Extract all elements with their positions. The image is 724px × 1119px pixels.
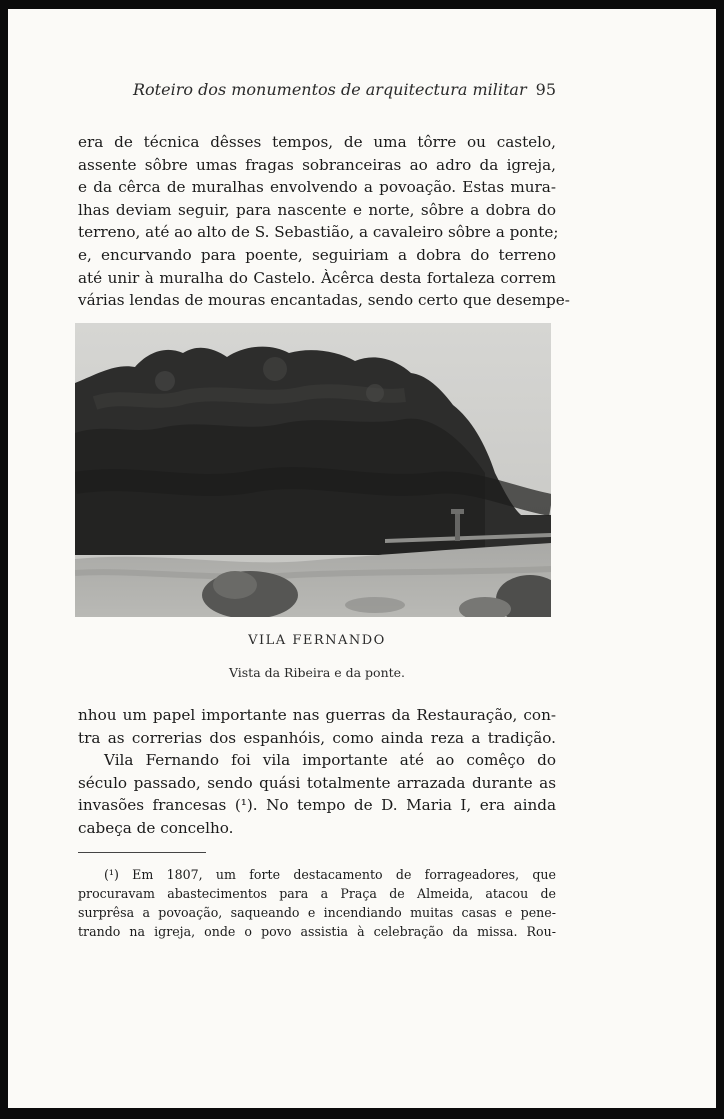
page-header xyxy=(78,80,556,104)
text-line: e da cêrca de muralhas envolvendo a povoação. Estas mura- xyxy=(78,178,556,197)
text-line: cabeça de concelho. xyxy=(78,818,234,837)
figure-title: VILA FERNANDO xyxy=(248,633,386,648)
text-line: até unir à muralha do Castelo. Àcêrca desta fortaleza correm xyxy=(78,268,556,287)
text-line: terreno, até ao alto de S. Sebastião, a cavaleiro sôbre a ponte; xyxy=(78,223,559,242)
footnote-line: surprêsa a povoação, saqueando e incendiando muitas casas e pene- xyxy=(78,905,556,920)
text-line: invasões francesas (¹). No tempo de D. Maria I, era ainda xyxy=(78,796,556,815)
text-line: assente sôbre umas fragas sobranceiras ao adro da igreja, xyxy=(78,155,556,174)
text-line: e, encurvando para poente, seguiriam a dobra do terreno xyxy=(78,245,556,264)
text-line: Vila Fernando foi vila importante até ao comêço do xyxy=(104,751,556,770)
landscape-photo xyxy=(75,323,551,617)
text-line: lhas deviam seguir, para nascente e norte, sôbre a dobra do xyxy=(78,200,556,219)
page-number: 95 xyxy=(535,80,556,99)
text-line: tra as correrias dos espanhóis, como ainda reza a tradição. xyxy=(78,728,556,747)
text-line: era de técnica dêsses tempos, de uma tôrre ou castelo, xyxy=(78,133,556,151)
text-line: várias lendas de mouras encantadas, sendo certo que desempe- xyxy=(78,291,570,310)
footnote-line: (¹) Em 1807, um forte destacamento de forrageadores, que xyxy=(104,867,556,882)
footnote xyxy=(78,865,556,941)
text-line: século passado, sendo quási totalmente arrazada durante as xyxy=(78,773,556,792)
paragraph-1 xyxy=(78,131,570,312)
footnote-divider xyxy=(78,852,206,853)
page xyxy=(8,9,716,1108)
paragraph-2 xyxy=(78,704,556,840)
footnote-line: trando na igreja, onde o povo assistia à celebração da missa. Rou- xyxy=(78,924,556,939)
running-title: Roteiro dos monumentos de arquitectura militar xyxy=(133,80,527,99)
footnote-line: procuravam abastecimentos para a Praça de Almeida, atacou de xyxy=(78,886,556,901)
figure-subtitle: Vista da Ribeira e da ponte. xyxy=(228,665,406,680)
text-line: nhou um papel importante nas guerras da Restauração, con- xyxy=(78,706,556,724)
